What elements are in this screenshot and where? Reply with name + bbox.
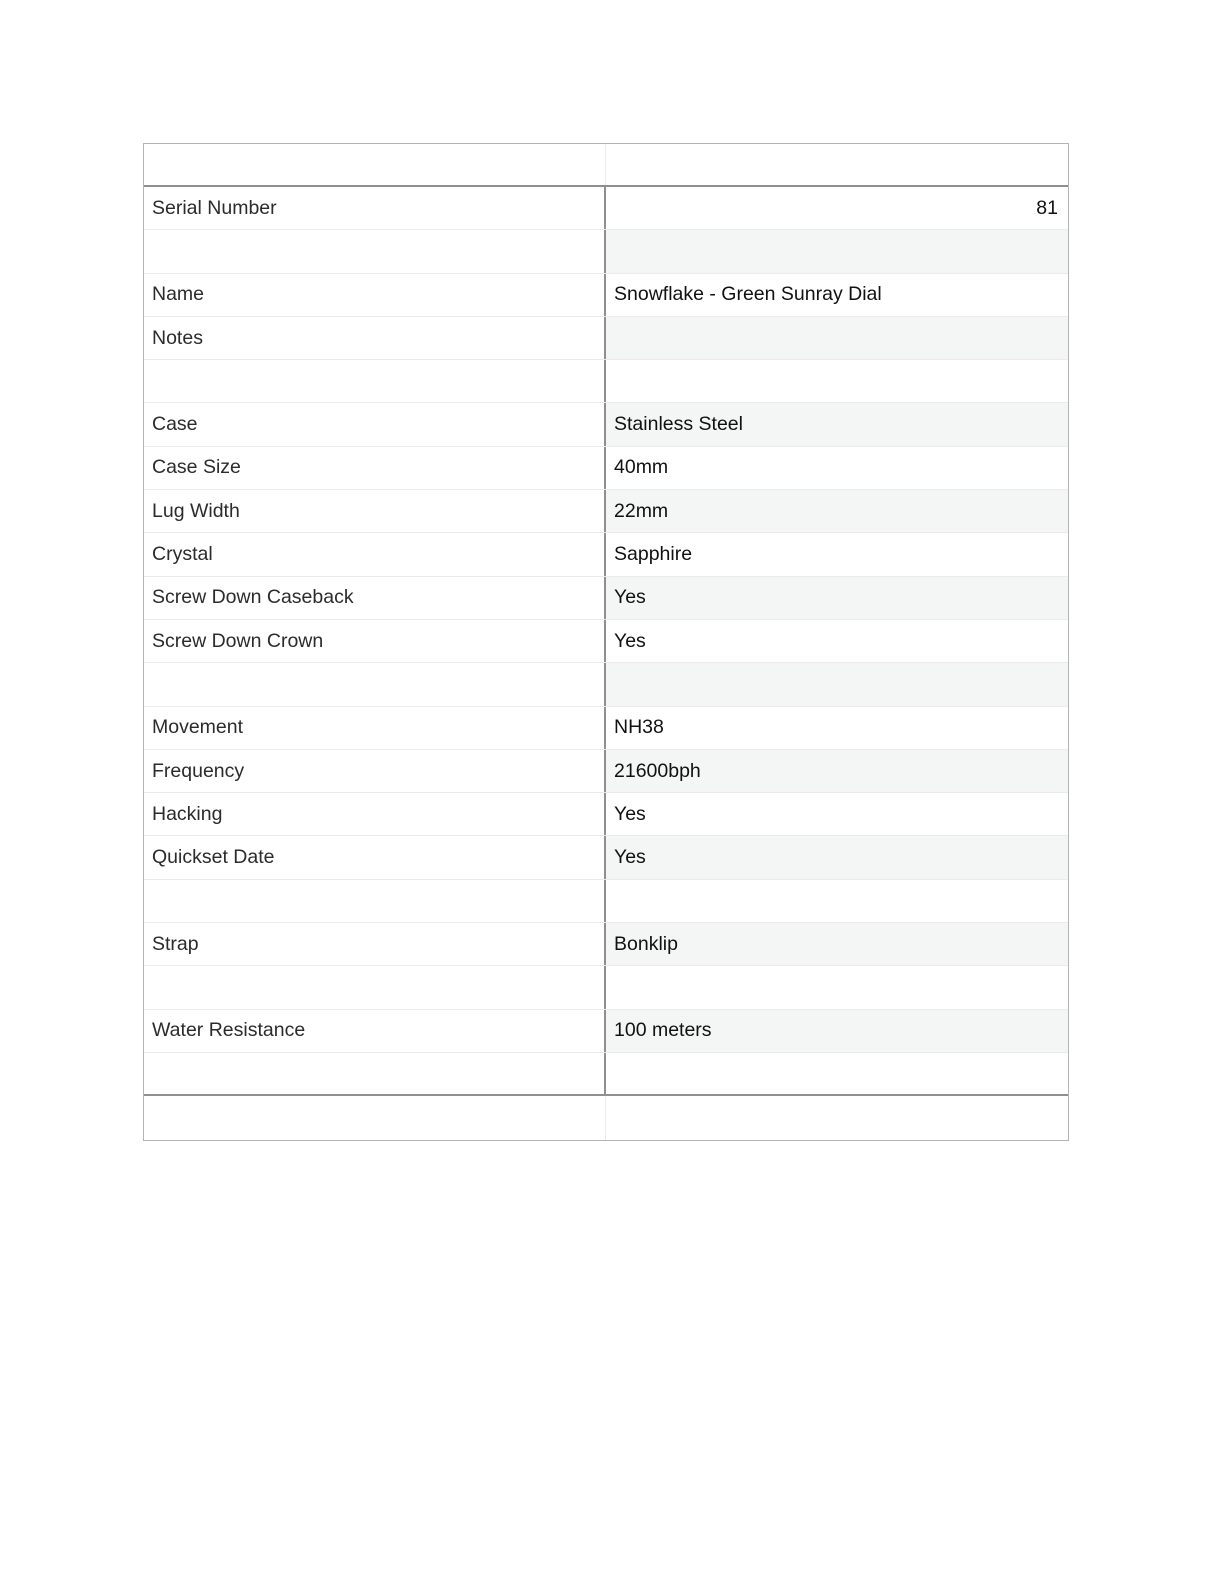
value-cell[interactable] [606,663,1068,705]
value-cell[interactable]: 21600bph [606,750,1068,792]
table-row [144,533,1068,576]
label-cell[interactable]: Strap [144,923,606,965]
table-row [144,1010,1068,1053]
header-row [144,144,1068,187]
value-cell[interactable]: Bonklip [606,923,1068,965]
value-cell[interactable] [606,230,1068,272]
label-cell[interactable]: Screw Down Crown [144,620,606,662]
value-cell[interactable] [606,966,1068,1008]
table-row [144,317,1068,360]
label-cell[interactable]: Screw Down Caseback [144,577,606,619]
table-row [144,707,1068,750]
header-cell[interactable] [606,144,1068,185]
table-row [144,836,1068,879]
table-row [144,793,1068,836]
value-cell[interactable]: Sapphire [614,543,693,566]
label-cell[interactable]: Name [144,274,606,316]
footer-row [144,1096,1068,1139]
label-cell[interactable]: Quickset Date [144,836,606,878]
value-cell[interactable]: 40mm [614,456,669,479]
label-cell[interactable]: Water Resistance [144,1010,606,1052]
table-row [144,274,1068,317]
table-row [144,923,1068,966]
table-row [144,620,1068,663]
label-cell[interactable] [144,230,606,272]
value-cell[interactable]: Snowflake - Green Sunray Dial [614,283,882,306]
table-row [144,577,1068,620]
label-cell[interactable] [144,663,606,705]
value-cell[interactable]: Yes [606,836,1068,878]
value-cell[interactable]: 100 meters [606,1010,1068,1052]
label-cell[interactable]: Case [144,403,606,445]
label-cell[interactable] [144,360,606,402]
label-cell[interactable] [144,880,606,922]
footer-cell[interactable] [606,1096,1068,1139]
label-cell[interactable]: Case Size [144,447,606,489]
label-cell[interactable]: Serial Number [144,187,606,229]
label-cell[interactable]: Hacking [144,793,606,835]
value-cell[interactable] [606,880,1068,922]
footer-cell[interactable] [144,1096,606,1139]
table-row [144,966,1068,1009]
table-row [144,880,1068,923]
value-cell[interactable]: Yes [614,802,646,825]
value-cell[interactable]: 22mm [606,490,1068,532]
value-cell[interactable]: Yes [614,629,646,652]
label-cell[interactable]: Notes [144,317,606,359]
table-row [144,187,1068,230]
table-row [144,663,1068,706]
table-row [144,750,1068,793]
label-cell[interactable]: Crystal [144,533,606,575]
table-row [144,230,1068,273]
value-cell[interactable] [606,360,1068,402]
value-cell[interactable] [606,317,1068,359]
header-cell[interactable] [144,144,606,185]
value-cell[interactable]: Stainless Steel [606,403,1068,445]
spec-table [143,143,1069,1141]
table-row [144,490,1068,533]
value-cell[interactable]: Yes [606,577,1068,619]
table-row [144,360,1068,403]
label-cell[interactable] [144,966,606,1008]
label-cell[interactable] [144,1053,606,1094]
label-cell[interactable]: Lug Width [144,490,606,532]
table-row [144,447,1068,490]
label-cell[interactable]: Movement [144,707,606,749]
value-cell[interactable]: NH38 [614,716,664,739]
table-row [144,403,1068,446]
label-cell[interactable]: Frequency [144,750,606,792]
value-cell[interactable]: 81 [1036,196,1058,219]
table-row [144,1053,1068,1096]
value-cell[interactable] [606,1053,1068,1094]
